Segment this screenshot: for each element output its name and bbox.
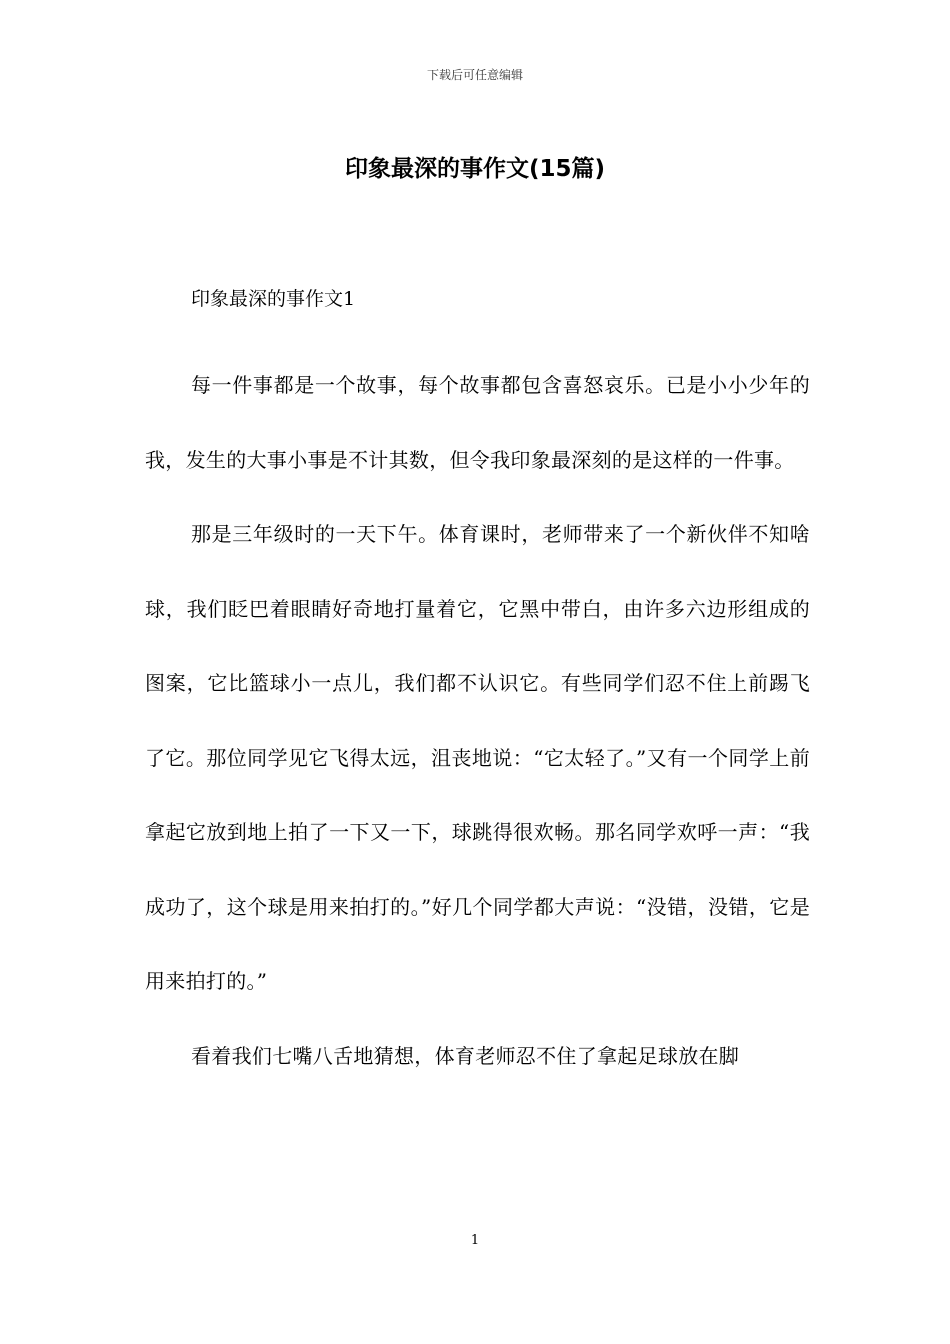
header-note: 下载后可任意编辑 <box>426 68 523 82</box>
paragraph-3: 看着我们七嘴八舌地猜想，体育老师忍不住了拿起足球放在脚 <box>191 1043 740 1068</box>
paragraph-2: 那是三年级时的一天下午。体育课时，老师带来了一个新伙伴不知啥球，我们眨巴着眼睛好奇地打量着它，它黑中带白，由许多六边形组成的图案，它比篮球小一点儿，我们都不认识它。有些同学们忍不住上前踢飞了它。那位同学见它飞得太远，沮丧地说：“它太轻了。”又有一个同学上前拿起它放到地上拍了一下又一下，球跳得很欢畅。那名同学欢呼一声：“我成功了，这个球是用来拍打的。”好几个同学都大声说：“没错，没错，它是用来拍打的。” <box>145 522 810 993</box>
page-number: 1 <box>470 1233 480 1248</box>
section-heading: 印象最深的事作文1 <box>191 288 356 310</box>
body-text <box>145 348 810 1093</box>
paragraph-1: 每一件事都是一个故事，每个故事都包含喜怒哀乐。已是小小少年的我，发生的大事小事是不计其数，但令我印象最深刻的是这样的一件事。 <box>145 373 810 472</box>
document-title: 印象最深的事作文(15篇) <box>344 156 606 182</box>
